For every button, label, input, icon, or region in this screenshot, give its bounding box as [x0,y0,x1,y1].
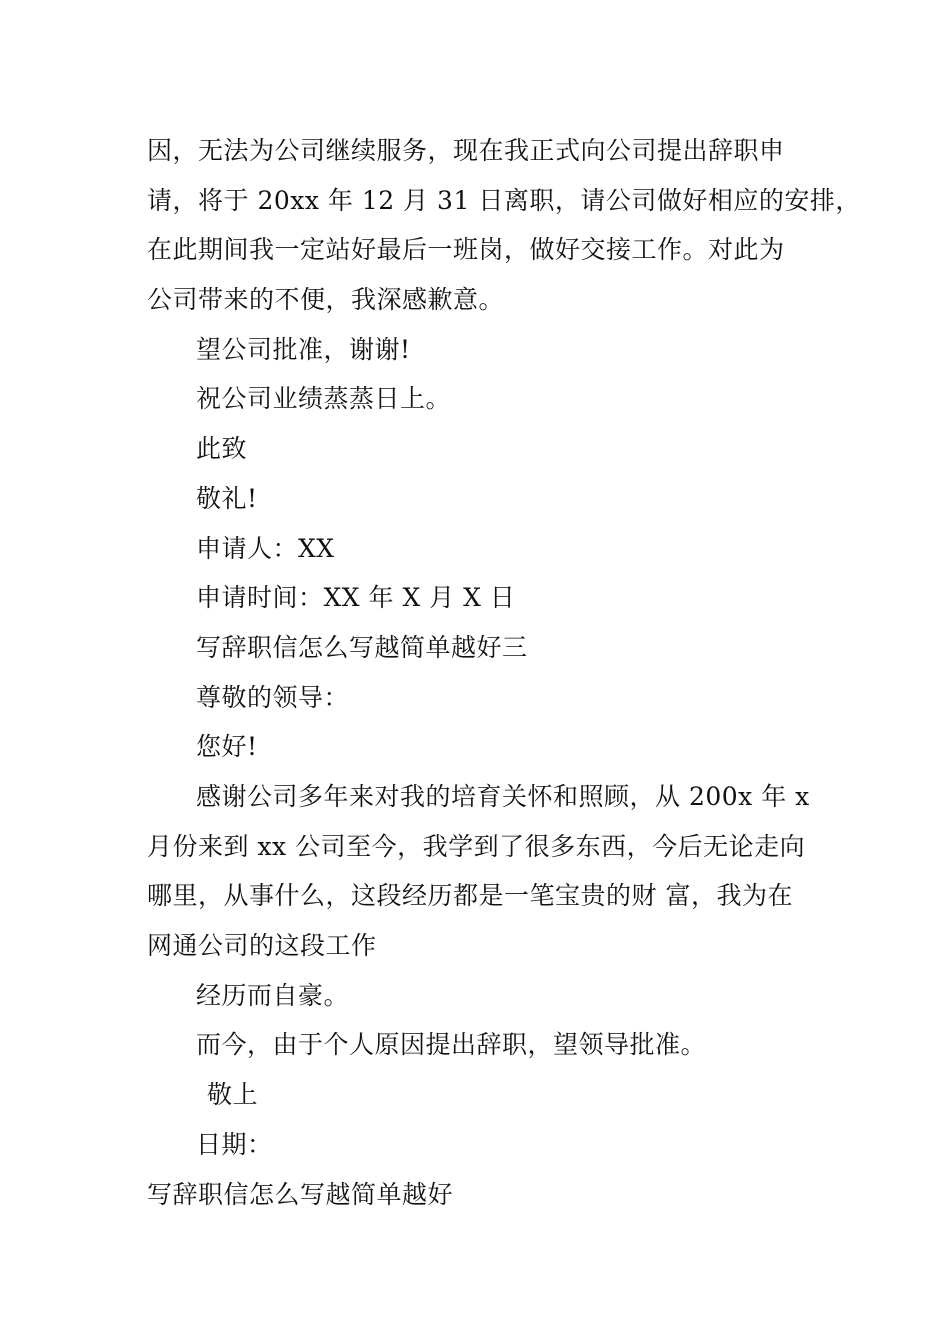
closing-line: 敬礼! [196,484,258,513]
applicant-line: 申请人：XX [196,534,335,563]
paragraph-line: 在此期间我一定站好最后一班岗，做好交接工作。对此为 [147,235,785,264]
paragraph-line: 经历而自豪。 [196,981,350,1010]
paragraph-line: 月份来到 xx 公司至今，我学到了很多东西，今后无论走向 [147,832,806,861]
section-title: 写辞职信怎么写越简单越好 [147,1180,454,1209]
date-line: 日期： [196,1130,273,1159]
section-title: 写辞职信怎么写越简单越好三 [196,633,528,662]
paragraph-line: 哪里，从事什么，这段经历都是一笔宝贵的财 富，我为在 [147,881,793,910]
paragraph-line: 公司带来的不便，我深感歉意。 [147,285,505,314]
paragraph-line: 而今，由于个人原因提出辞职，望领导批准。 [196,1030,707,1059]
paragraph-line: 感谢公司多年来对我的培育关怀和照顾，从 200x 年 x [196,782,810,811]
closing-line: 此致 [196,434,248,463]
paragraph-line: 望公司批准，谢谢! [196,335,411,364]
paragraph-line: 祝公司业绩蒸蒸日上。 [196,384,452,413]
greeting-line: 您好! [196,732,258,761]
paragraph-line: 请，将于 20xx 年 12 月 31 日离职，请公司做好相应的安排， [147,186,861,215]
salutation-line: 尊敬的领导： [196,683,350,712]
date-line: 申请时间：XX 年 X 月 X 日 [196,583,516,612]
paragraph-line: 网通公司的这段工作 [147,931,377,960]
paragraph-line: 因，无法为公司继续服务，现在我正式向公司提出辞职申 [147,136,785,165]
signature-line: 敬上 [207,1080,259,1109]
